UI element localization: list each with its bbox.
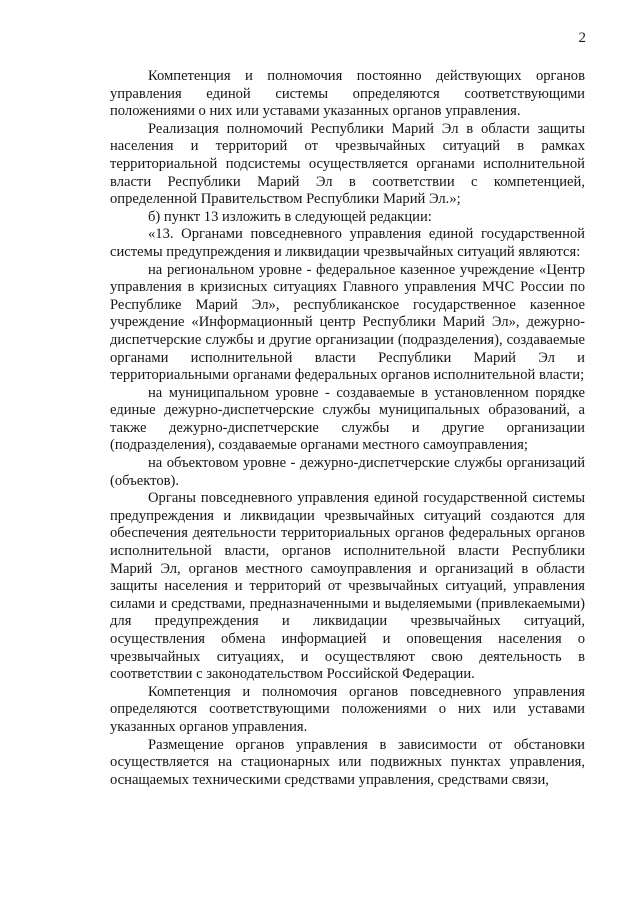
paragraph-3: б) пункт 13 изложить в следующей редакции: (148, 208, 432, 225)
paragraph-10: Размещение органов управления в зависимости от обстановки осуществляется на стационарных или подвижных пунктах управления, оснащаемых техническими средствами управления, средствами связи, (110, 736, 585, 788)
paragraph-2: Реализация полномочий Республики Марий Эл в области защиты населения и территорий от чрезвычайных ситуаций в рамках территориальной подсистемы осуществляется органами исполнительной власти Республики Марий Эл в соответствии с компетенцией, определенной Правительством Республики Марий Эл.»; (110, 120, 585, 208)
paragraph-4: «13. Органами повседневного управления единой государственной системы предупреждения и ликвидации чрезвычайных ситуаций являются: (110, 226, 585, 260)
paragraph-6: на муниципальном уровне - создаваемые в установленном порядке единые дежурно-диспетчерские службы муниципальных образований, а также дежурно-диспетчерские службы и другие организации (подразделения), создаваемые органами местного самоуправления; (110, 384, 585, 454)
paragraph-9: Компетенция и полномочия органов повседневного управления определяются соответствующими положениями о них или уставами указанных органов управления. (110, 683, 585, 735)
paragraph-5: на региональном уровне - федеральное казенное учреждение «Центр управления в кризисных ситуациях Главного управления МЧС России по Республике Марий Эл», республиканское государственное казенное учреждение «Информационный центр Республики Марий Эл», дежурно-диспетчерские службы и другие организации (подразделения), создаваемые органами исполнительной власти Республики Марий Эл и территориальными органами федеральных органов исполнительной власти; (110, 261, 585, 384)
document-body (110, 68, 585, 789)
paragraph-8: Органы повседневного управления единой государственной системы предупреждения и ликвидации чрезвычайных ситуаций создаются для обеспечения деятельности территориальных органов федеральных органов исполнительной власти, органов исполнительной власти Республики Марий Эл, органов местного самоуправления и организаций в области защиты населения и территорий от чрезвычайных ситуаций, управления силами и средствами, предназначенными и выделяемыми (привлекаемыми) для предупреждения и ликвидации чрезвычайных ситуаций, осуществления обмена информацией и оповещения населения о чрезвычайных ситуациях, и осуществляют свою деятельность в соответствии с законодательством Российской Федерации. (110, 490, 585, 683)
page-number: 2 (578, 30, 586, 46)
paragraph-1: Компетенция и полномочия постоянно действующих органов управления единой системы определяются соответствующими положениями о них или уставами указанных органов управления. (110, 68, 585, 120)
paragraph-7: на объектовом уровне - дежурно-диспетчерские службы организаций (объектов). (110, 455, 585, 489)
